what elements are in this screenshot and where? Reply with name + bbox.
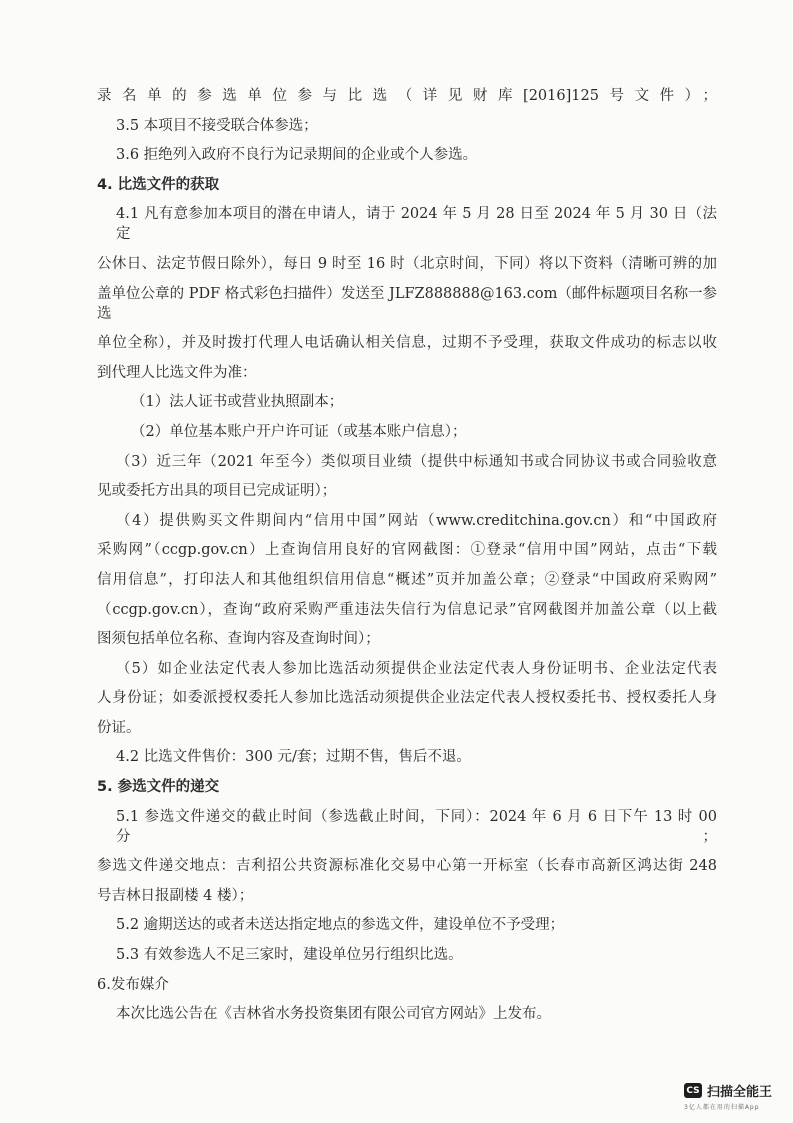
watermark-brand: 扫描全能王: [707, 1085, 773, 1100]
text-line: 录名单的参选单位参与比选（详见财库[2016]125号文件）；: [97, 88, 717, 104]
text-line: 盖单位公章的 PDF 格式彩色扫描件）发送至 JLFZ888888@163.com（邮件标题项目名称一参选: [97, 285, 717, 322]
camscanner-logo-icon: CS: [684, 1083, 702, 1098]
text-line: 3.5 本项目不接受联合体参选；: [116, 117, 318, 134]
text-line: （3）近三年（2021 年至今）类似项目业绩（提供中标通知书或合同协议书或合同验收意: [116, 453, 717, 470]
text-line: （2）单位基本账户开户许可证（或基本账户信息）；: [131, 423, 467, 440]
text-line: 公休日、法定节假日除外），每日 9 时至 16 时（北京时间，下同）将以下资料（清晰可辨的加: [97, 255, 717, 272]
section-heading: 5. 参选文件的递交: [97, 779, 220, 796]
text-line: 图须包括单位名称、查询内容及查询时间）；: [97, 631, 380, 648]
text-line: 人身份证；如委派授权委托人参加比选活动须提供企业法定代表人授权委托书、授权委托人身: [97, 690, 717, 707]
scanner-watermark: [684, 1081, 772, 1100]
text-line: 5.1 参选文件递交的截止时间（参选截止时间，下同）：2024 年 6 月 6 日下午 13 时 00 分；: [116, 808, 717, 845]
text-line: 5.3 有效参选人不足三家时，建设单位另行组织比选。: [116, 947, 463, 964]
document-page: [97, 86, 717, 1034]
text-line: （1）法人证书或营业执照副本；: [131, 394, 344, 411]
watermark-tagline: 3亿人都在用的扫描App: [684, 1104, 760, 1111]
section-heading: 4. 比选文件的获取: [97, 176, 220, 193]
text-line: （ccgp.gov.cn），查询“政府采购严重违法失信行为信息记录”官网截图并加盖公章（以上截: [97, 601, 717, 618]
text-line: 4.1 凡有意参加本项目的潜在申请人，请于 2024 年 5 月 28 日至 2024 年 5 月 30 日（法定: [116, 206, 717, 243]
text-line: 5.2 逾期送达的或者未送达指定地点的参选文件，建设单位不予受理；: [116, 917, 565, 934]
text-line: 信用信息”，打印法人和其他组织信用信息“概述”页并加盖公章；②登录“中国政府采购网”: [97, 571, 717, 588]
text-line: （5）如企业法定代表人参加比选活动须提供企业法定代表人身份证明书、企业法定代表: [116, 660, 717, 677]
text-line: 参选文件递交地点：吉利招公共资源标准化交易中心第一开标室（长春市高新区鸿达街 248: [97, 858, 717, 875]
text-line: 号吉林日报副楼 4 楼）；: [97, 887, 254, 904]
text-line: 采购网”（ccgp.gov.cn）上查询信用良好的官网截图：①登录“信用中国”网站，点击“下载: [97, 542, 717, 559]
text-line: 4.2 比选文件售价：300 元/套；过期不售，售后不退。: [116, 749, 471, 766]
text-line: 到代理人比选文件为准：: [97, 364, 257, 381]
text-line: 见或委托方出具的项目已完成证明）；: [97, 483, 337, 500]
text-line: 本次比选公告在《吉林省水务投资集团有限公司官方网站》上发布。: [116, 1006, 551, 1023]
text-line: 份证。: [97, 719, 141, 736]
text-line: 3.6 拒绝列入政府不良行为记录期间的企业或个人参选。: [116, 147, 478, 164]
text-line: 6.发布媒介: [97, 976, 169, 993]
text-line: （4）提供购买文件期间内“信用中国”网站（www.creditchina.gov.cn）和“中国政府: [116, 512, 717, 529]
text-line: 单位全称），并及时拨打代理人电话确认相关信息，过期不予受理，获取文件成功的标志以收: [97, 335, 717, 352]
